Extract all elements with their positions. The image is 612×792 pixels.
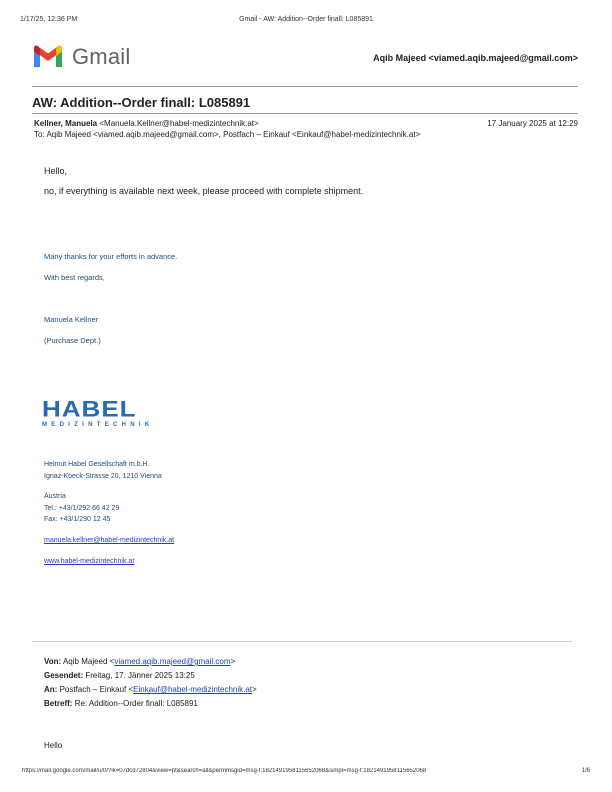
quoted-to: [44, 685, 257, 694]
company-country: Austria: [44, 493, 66, 500]
recipients-line: To: Aqib Majeed <viamed.aqib.majeed@gmail.com>, Postfach – Einkauf <Einkauf@habel-medizintechnik.at>: [34, 130, 421, 139]
signer-dept: (Purchase Dept.): [44, 336, 101, 345]
message-subject: AW: Addition--Order finall: L085891: [32, 95, 251, 110]
quoted-sent-label: Gesendet:: [44, 671, 84, 680]
sender-email: <Manuela.Kellner@habel-medizintechnik.at>: [99, 119, 259, 128]
divider: [32, 86, 578, 87]
web-link-wrap: [44, 558, 134, 565]
signer-name: Manuela Kellner: [44, 315, 99, 324]
email-link-wrap: [44, 537, 174, 544]
quoted-subject: [44, 699, 198, 708]
company-tel: Tel.: +43/1/292 66 42 29: [44, 505, 120, 512]
regards-line: With best regards,: [44, 273, 105, 282]
greeting: Hello,: [44, 166, 68, 176]
gmail-wordmark: Gmail: [72, 44, 131, 69]
quoted-sent-value: Freitag, 17. Jänner 2025 13:25: [85, 671, 195, 680]
sender-name: Kellner, Manuela: [34, 119, 98, 128]
quoted-from-close: >: [230, 657, 236, 666]
habel-logo-main: HABEL: [42, 396, 137, 422]
company-address: Ignaz-Koeck-Strasse 20, 1210 Vienna: [44, 473, 162, 480]
email-link[interactable]: manuela.kellner@habel-medizintechnik.at: [44, 537, 175, 544]
quoted-to-label: An:: [44, 685, 58, 694]
print-url: https://mail.google.com/mail/u/0/?ik=07dcd72804&view=pt&search=all&permmsgid=msg-f:1821491958115652068&simpl=msg-f:1821491958115652068: [22, 768, 427, 774]
quoted-to-email[interactable]: Einkauf@habel-medizintechnik.at: [133, 685, 253, 694]
company-name: Helmut Habel Gesellschaft m.b.H.: [44, 461, 150, 468]
print-title: Gmail - AW: Addition--Order finall: L085891: [239, 16, 373, 23]
habel-logo: [42, 398, 154, 428]
print-datetime: 1/17/25, 12:36 PM: [20, 16, 78, 23]
quoted-from-email[interactable]: viamed.aqib.majeed@gmail.com: [114, 657, 231, 666]
sender-line: [34, 119, 259, 128]
quoted-to-close: >: [252, 685, 257, 694]
thanks-line: Many thanks for your efforts in advance.: [44, 252, 178, 261]
quote-divider: [32, 641, 572, 642]
account-email: Aqib Majeed <viamed.aqib.majeed@gmail.com>: [373, 53, 578, 63]
print-page-number: 1/6: [581, 768, 590, 774]
quoted-subject-value: Re: Addition--Order finall: L085891: [74, 699, 198, 708]
quoted-sent: [44, 671, 195, 680]
habel-logo-sub: MEDIZINTECHNIK: [42, 422, 154, 428]
quoted-from-name: Aqib Majeed <: [62, 657, 115, 666]
company-fax: Fax: +43/1/290 12 45: [44, 516, 111, 523]
quoted-hello: Hello: [44, 741, 63, 750]
quoted-from: [44, 657, 235, 666]
website-link[interactable]: www.habel-medizintechnik.at: [44, 558, 135, 565]
gmail-m-icon: [32, 45, 64, 69]
message-date: 17 January 2025 at 12:29: [487, 119, 578, 128]
body-text: no, if everything is available next week, please proceed with complete shipment.: [44, 186, 364, 196]
quoted-to-name: Postfach – Einkauf <: [59, 685, 134, 694]
divider: [32, 113, 578, 114]
quoted-from-label: Von:: [44, 657, 62, 666]
quoted-subject-label: Betreff:: [44, 699, 73, 708]
gmail-logo[interactable]: [32, 44, 130, 70]
